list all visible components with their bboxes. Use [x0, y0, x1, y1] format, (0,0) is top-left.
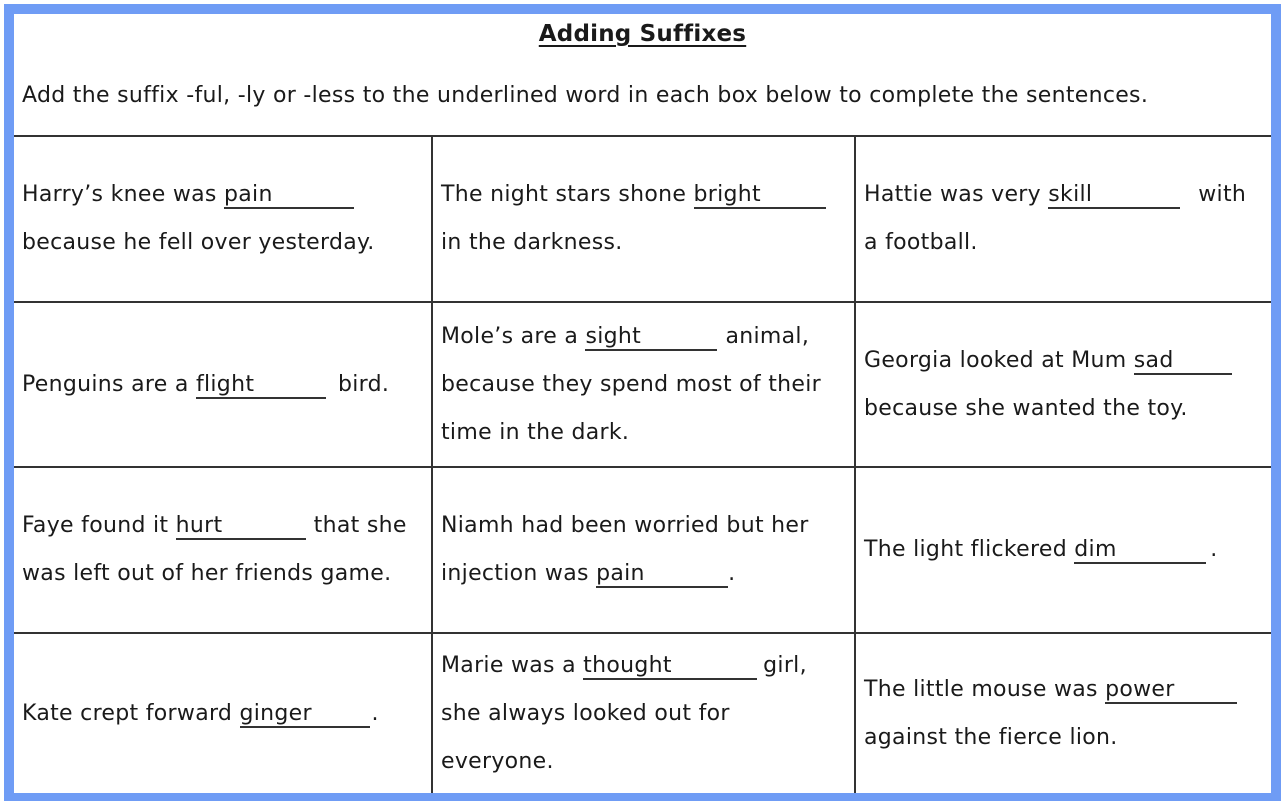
- underlined-word[interactable]: sight: [585, 325, 717, 351]
- sentence-line: was left out of her friends game.: [22, 561, 392, 586]
- sentence-line: [22, 502, 425, 550]
- sentence-line: against the fierce lion.: [864, 724, 1118, 750]
- worksheet: [4, 4, 1281, 801]
- sentence-box: [14, 137, 433, 303]
- worksheet-title: Adding Suffixes: [538, 21, 747, 47]
- instructions-text: Add the suffix -ful, -ly or -less to the underlined word in each box below to complete the sentences.: [22, 83, 1149, 108]
- sentence-box: [14, 468, 433, 634]
- sentence-text: .: [371, 700, 379, 726]
- sentence-box: [14, 303, 433, 468]
- sentence-line: [864, 666, 1265, 714]
- sentence-line: in the darkness.: [441, 230, 623, 255]
- underlined-word[interactable]: hurt: [176, 514, 306, 540]
- sentence-text: The light flickered: [864, 537, 1075, 562]
- worksheet-header: [14, 14, 1271, 137]
- sentence-line: she always looked out for: [441, 700, 730, 726]
- sentence-box: [433, 137, 856, 303]
- sentence-text: The little mouse was: [864, 676, 1106, 702]
- sentence-text: Mole’s are a: [441, 323, 586, 349]
- sentence-line: [864, 171, 1265, 219]
- sentence-text: that she: [313, 513, 407, 538]
- sentence-text: bird.: [337, 371, 390, 397]
- underlined-word[interactable]: skill: [1048, 183, 1180, 209]
- sentence-line: [864, 337, 1265, 385]
- sentence-box: [856, 137, 1271, 303]
- underlined-word[interactable]: dim: [1074, 538, 1206, 564]
- sentence-text: The night stars shone: [441, 182, 694, 207]
- sentence-box: [14, 634, 433, 793]
- sentence-box: [433, 634, 856, 793]
- sentence-text: Harry’s knee was: [22, 182, 224, 207]
- sentence-box: [433, 303, 856, 468]
- underlined-word[interactable]: pain: [224, 183, 354, 209]
- sentence-line: [22, 171, 425, 219]
- sentence-line: [864, 526, 1265, 574]
- underlined-word[interactable]: thought: [583, 654, 757, 680]
- sentence-line: because he fell over yesterday.: [22, 230, 375, 255]
- sentence-text: with: [1198, 182, 1247, 207]
- sentence-box: [856, 468, 1271, 634]
- sentence-text: girl,: [763, 652, 807, 678]
- sentence-text: injection was: [441, 561, 597, 586]
- sentence-text: Marie was a: [441, 652, 584, 678]
- underlined-word[interactable]: flight: [196, 373, 326, 399]
- sentence-text: Georgia looked at Mum: [864, 347, 1134, 373]
- sentence-line: [441, 550, 848, 598]
- sentence-line: [441, 313, 848, 361]
- sentence-box: [856, 303, 1271, 468]
- sentence-grid: [14, 137, 1271, 793]
- sentence-line: everyone.: [441, 748, 554, 774]
- sentence-text: Hattie was very: [864, 182, 1049, 207]
- sentence-line: a football.: [864, 230, 978, 255]
- underlined-word[interactable]: pain: [596, 562, 728, 588]
- sentence-text: .: [1210, 537, 1218, 562]
- sentence-box: [856, 634, 1271, 793]
- sentence-line: time in the dark.: [441, 419, 630, 445]
- sentence-box: [433, 468, 856, 634]
- sentence-line: [22, 690, 425, 738]
- sentence-line: because they spend most of their: [441, 371, 822, 397]
- sentence-line: [441, 171, 848, 219]
- sentence-line: because she wanted the toy.: [864, 395, 1188, 421]
- sentence-text: Penguins are a: [22, 371, 196, 397]
- sentence-text: .: [728, 561, 736, 586]
- underlined-word[interactable]: ginger: [240, 702, 370, 728]
- sentence-line: [22, 361, 425, 409]
- sentence-line: Niamh had been worried but her: [441, 513, 809, 538]
- underlined-word[interactable]: sad: [1134, 349, 1232, 375]
- underlined-word[interactable]: power: [1105, 678, 1237, 704]
- sentence-text: Kate crept forward: [22, 700, 240, 726]
- sentence-text: animal,: [725, 323, 810, 349]
- sentence-line: [441, 642, 848, 690]
- sentence-text: Faye found it: [22, 513, 176, 538]
- underlined-word[interactable]: bright: [694, 183, 826, 209]
